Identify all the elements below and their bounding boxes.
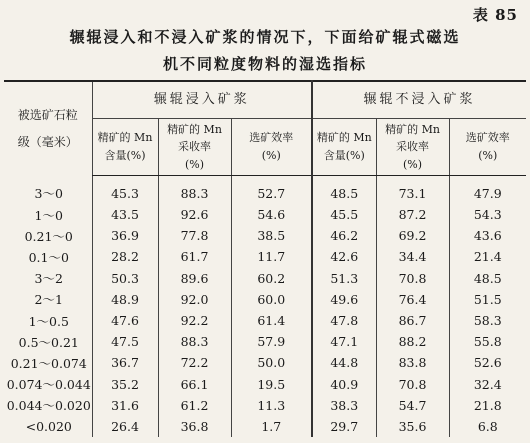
value-cell: 61.4 (231, 310, 312, 331)
value-cell: 52.6 (449, 352, 526, 373)
value-cell: 69.2 (376, 225, 449, 246)
col-header-efficiency (231, 119, 312, 176)
value-cell: 51.3 (312, 268, 376, 289)
value-cell: 43.5 (92, 204, 158, 225)
value-cell: 61.2 (158, 395, 231, 416)
col-header-efficiency-b (449, 119, 526, 176)
value-cell: 38.5 (231, 225, 312, 246)
value-cell: 45.3 (92, 176, 158, 205)
table-row (4, 289, 526, 310)
value-cell: 70.8 (376, 268, 449, 289)
table-title-line-2: 机不同粒度物料的湿选指标 (162, 55, 367, 73)
value-cell: 92.6 (158, 204, 231, 225)
value-cell: 21.4 (449, 246, 526, 267)
value-cell: 36.8 (158, 416, 231, 437)
value-cell: 21.8 (449, 395, 526, 416)
value-cell: 60.0 (231, 289, 312, 310)
size-cell: 1～0.5 (28, 313, 69, 329)
table-row (4, 204, 526, 225)
value-cell: 48.9 (92, 289, 158, 310)
value-cell: 86.7 (376, 310, 449, 331)
value-cell: 49.6 (312, 289, 376, 310)
value-cell: 88.3 (158, 331, 231, 352)
col-header-mn-recovery-b (376, 119, 449, 176)
value-cell: 47.1 (312, 331, 376, 352)
table-row (4, 352, 526, 373)
value-cell: 57.9 (231, 331, 312, 352)
col-header-efficiency-b-line-2: (%) (478, 149, 498, 162)
value-cell: 42.6 (312, 246, 376, 267)
value-cell: 48.5 (449, 268, 526, 289)
value-cell: 43.6 (449, 225, 526, 246)
size-cell: 0.074～0.044 (6, 377, 91, 393)
col-header-mn-recovery-b-line-1: 精矿的 Mn (385, 122, 440, 136)
table-row (4, 268, 526, 289)
value-cell: 52.7 (231, 176, 312, 205)
value-cell: 61.7 (158, 246, 231, 267)
table-row (4, 374, 526, 395)
value-cell: 29.7 (312, 416, 376, 437)
col-header-mn-recovery-line-3: (%) (184, 157, 205, 171)
value-cell: 35.2 (92, 374, 158, 395)
value-cell: 32.4 (449, 374, 526, 395)
value-cell: 50.3 (92, 268, 158, 289)
size-cell: 0.21～0 (24, 228, 73, 244)
value-cell: 55.8 (449, 331, 526, 352)
group-header-not-immersed: 辗辊不浸入矿浆 (312, 81, 526, 119)
col-header-efficiency-b-line-1: 选矿效率 (465, 131, 510, 145)
value-cell: 46.2 (312, 225, 376, 246)
value-cell: 73.1 (376, 176, 449, 205)
value-cell: 77.8 (158, 225, 231, 246)
size-cell: 0.044～0.020 (6, 398, 91, 414)
group-header-immersed: 辗辊浸入矿浆 (92, 81, 312, 119)
value-cell: 50.0 (231, 352, 312, 373)
table-number: 表 85 (472, 6, 518, 24)
value-cell: 28.2 (92, 246, 158, 267)
table-row (4, 246, 526, 267)
size-cell: 3～0 (34, 185, 63, 201)
size-cell: 2～1 (34, 292, 63, 308)
value-cell: 87.2 (376, 204, 449, 225)
table-row (4, 395, 526, 416)
value-cell: 36.7 (92, 352, 158, 373)
col-header-mn-recovery-line-2: 采收率 (178, 140, 211, 154)
value-cell: 51.5 (449, 289, 526, 310)
value-cell: 60.2 (231, 268, 312, 289)
col-header-efficiency-line-2: (%) (261, 149, 281, 162)
size-cell: 0.5～0.21 (18, 334, 79, 350)
table-row (4, 225, 526, 246)
col-header-mn-content-b (312, 119, 376, 176)
value-cell: 36.9 (92, 225, 158, 246)
value-cell: 54.3 (449, 204, 526, 225)
col-header-mn-content-line-2: 含量(%) (104, 149, 146, 162)
col-header-mn-recovery-line-1: 精矿的 Mn (167, 122, 222, 136)
value-cell: 35.6 (376, 416, 449, 437)
value-cell: 47.6 (92, 310, 158, 331)
value-cell: 88.2 (376, 331, 449, 352)
value-cell: 44.8 (312, 352, 376, 373)
value-cell: 26.4 (92, 416, 158, 437)
value-cell: 76.4 (376, 289, 449, 310)
value-cell: 54.7 (376, 395, 449, 416)
value-cell: 92.2 (158, 310, 231, 331)
table-row (4, 331, 526, 352)
value-cell: 66.1 (158, 374, 231, 395)
size-column-header-line-1: 被选矿石粒 (17, 108, 78, 123)
table-row (4, 310, 526, 331)
table-row (4, 176, 526, 205)
value-cell: 92.0 (158, 289, 231, 310)
col-header-mn-content-b-line-1: 精矿的 Mn (316, 131, 372, 145)
value-cell: 47.9 (449, 176, 526, 205)
size-cell: <0.020 (25, 418, 72, 434)
size-cell: 3～2 (34, 271, 63, 287)
value-cell: 47.8 (312, 310, 376, 331)
value-cell: 34.4 (376, 246, 449, 267)
value-cell: 70.8 (376, 374, 449, 395)
value-cell: 48.5 (312, 176, 376, 205)
col-header-mn-recovery (158, 119, 231, 176)
value-cell: 47.5 (92, 331, 158, 352)
value-cell: 40.9 (312, 374, 376, 395)
size-column-header (4, 81, 92, 176)
value-cell: 89.6 (158, 268, 231, 289)
value-cell: 54.6 (231, 204, 312, 225)
col-header-efficiency-line-1: 选矿效率 (249, 131, 294, 145)
value-cell: 58.3 (449, 310, 526, 331)
value-cell: 83.8 (376, 352, 449, 373)
size-cell: 0.1～0 (28, 249, 69, 265)
value-cell: 88.3 (158, 176, 231, 205)
col-header-mn-content-b-line-2: 含量(%) (323, 149, 365, 162)
col-header-mn-recovery-b-line-3: (%) (402, 157, 423, 171)
value-cell: 19.5 (231, 374, 312, 395)
value-cell: 11.7 (231, 246, 312, 267)
table-title-line-1: 辗辊浸入和不浸入矿浆的情况下，下面给矿辊式磁选 (69, 28, 461, 46)
value-cell: 6.8 (449, 416, 526, 437)
size-cell: 1～0 (34, 207, 63, 223)
value-cell: 72.2 (158, 352, 231, 373)
size-column-header-line-2: 级（毫米） (17, 134, 78, 149)
col-header-mn-content (92, 119, 158, 176)
value-cell: 45.5 (312, 204, 376, 225)
size-cell: 0.21～0.074 (10, 355, 87, 371)
table-row (4, 416, 526, 437)
value-cell: 31.6 (92, 395, 158, 416)
value-cell: 38.3 (312, 395, 376, 416)
separation-index-table (4, 80, 526, 437)
col-header-mn-content-line-1: 精矿的 Mn (97, 131, 153, 145)
value-cell: 1.7 (231, 416, 312, 437)
value-cell: 11.3 (231, 395, 312, 416)
col-header-mn-recovery-b-line-2: 采收率 (396, 140, 430, 154)
